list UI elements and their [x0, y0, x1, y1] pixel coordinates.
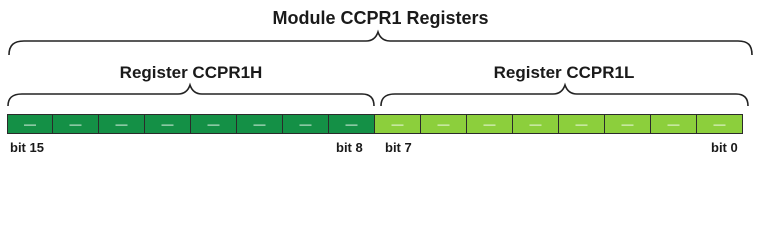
bit-7-label: bit 7: [385, 140, 412, 155]
bit-cell-12: —: [145, 114, 191, 134]
bit-cell-7: —: [375, 114, 421, 134]
bit-cell-1: —: [651, 114, 697, 134]
bit-cell-9: —: [283, 114, 329, 134]
bit-8-label: bit 8: [336, 140, 363, 155]
bit-cell-15: —: [7, 114, 53, 134]
ccpr1l-brace: [381, 85, 748, 106]
bit-cells-row: [7, 114, 743, 134]
bit-cell-3: —: [559, 114, 605, 134]
bit-cell-14: —: [53, 114, 99, 134]
bit-cell-2: —: [605, 114, 651, 134]
register-ccpr1h-title: Register CCPR1H: [119, 63, 263, 82]
module-title: Module CCPR1 Registers: [272, 8, 489, 28]
module-brace: [9, 32, 752, 55]
bit-cell-6: —: [421, 114, 467, 134]
bit-cell-4: —: [513, 114, 559, 134]
ccpr1h-brace: [8, 85, 374, 106]
bit-cell-0: —: [697, 114, 743, 134]
bit-cell-8: —: [329, 114, 375, 134]
bit-cell-13: —: [99, 114, 145, 134]
bit-15-label: bit 15: [10, 140, 44, 155]
bit-cell-10: —: [237, 114, 283, 134]
bit-cell-5: —: [467, 114, 513, 134]
bit-cell-11: —: [191, 114, 237, 134]
register-ccpr1l-title: Register CCPR1L: [493, 63, 635, 82]
bit-0-label: bit 0: [711, 140, 738, 155]
